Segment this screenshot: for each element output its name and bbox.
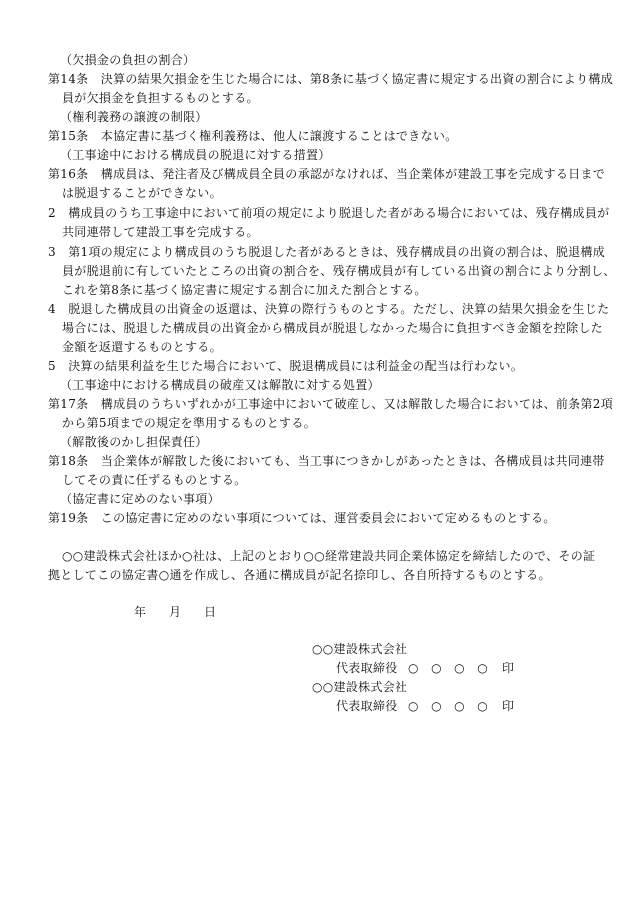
article-15-text: 第15条 本協定書に基づく権利義務は、他人に譲渡することはできない。 bbox=[48, 129, 458, 143]
article-16-para-5: 5 決算の結果利益を生じた場合において、脱退構成員には利益金の配当は行わない。 bbox=[48, 359, 524, 373]
signatory-2-title: 代表取締役 bbox=[336, 699, 398, 713]
closing-statement: ○○建設株式会社ほか○社は、上記のとおり○○経常建設共同企業体協定を締結したので、その証 bbox=[62, 549, 596, 563]
article-17-heading: （工事途中における構成員の破産又は解散に対する処置） bbox=[60, 378, 380, 392]
article-19-heading: （協定書に定めのない事項） bbox=[60, 492, 220, 506]
signatory-2-company: ○○建設株式会社 bbox=[312, 680, 408, 694]
article-16-para-2-cont: 共同連帯して建設工事を完成する。 bbox=[62, 225, 259, 239]
article-17-text-cont: から第5項までの規定を準用するものとする。 bbox=[62, 416, 316, 430]
article-16-para-4-cont: 場合には、脱退した構成員の出資金から構成員が脱退しなかった場合に負担すべき金額を控除した bbox=[62, 321, 603, 335]
signatory-1-company: ○○建設株式会社 bbox=[312, 642, 408, 656]
article-14-text: 第14条 決算の結果欠損金を生じた場合には、第8条に基づく協定書に規定する出資の割合により構成 bbox=[48, 72, 614, 86]
signatory-1-seal: 印 bbox=[502, 661, 515, 675]
article-16-para-2: 2 構成員のうち工事途中において前項の規定により脱退した者がある場合においては、残存構成員が bbox=[48, 206, 610, 220]
article-15-heading: （権利義務の譲渡の制限） bbox=[60, 110, 208, 124]
signatory-2-name: ○ ○ ○ ○ bbox=[408, 699, 488, 713]
date-month: 月 bbox=[169, 605, 182, 619]
closing-statement-cont: 拠としてこの協定書○通を作成し、各通に構成員が記名捺印し、各自所持するものとする。 bbox=[48, 568, 551, 582]
article-16-para-4: 4 脱退した構成員の出資金の返還は、決算の際行うものとする。ただし、決算の結果欠損金を生じた bbox=[48, 302, 610, 316]
article-18-text-cont: してその責に任ずるものとする。 bbox=[62, 473, 247, 487]
article-16-text-cont: は脱退することができない。 bbox=[62, 186, 222, 200]
article-17-text: 第17条 構成員のうちいずれかが工事途中において破産し、又は解散した場合においては、前条第2項 bbox=[48, 397, 614, 411]
article-16-para-3: 3 第1項の規定により構成員のうち脱退した者があるときは、残存構成員の出資の割合は、脱退構成 bbox=[48, 245, 606, 259]
article-14-heading: （欠損金の負担の割合） bbox=[60, 53, 196, 67]
article-16-text: 第16条 構成員は、発注者及び構成員全員の承認がなければ、当企業体が建設工事を完成する日まで bbox=[48, 167, 606, 181]
date-day: 日 bbox=[204, 605, 217, 619]
article-19-text: 第19条 この協定書に定めのない事項については、運営委員会において定めるものとする。 bbox=[48, 511, 556, 525]
date-year: 年 bbox=[134, 605, 147, 619]
article-16-heading: （工事途中における構成員の脱退に対する措置） bbox=[60, 148, 331, 162]
signatory-1-name: ○ ○ ○ ○ bbox=[408, 661, 488, 675]
article-16-para-3-cont: 員が脱退前に有していたところの出資の割合を、残存構成員が有している出資の割合により分割し、 bbox=[62, 264, 616, 278]
article-18-text: 第18条 当企業体が解散した後においても、当工事につきかしがあったときは、各構成員は共同連帯 bbox=[48, 454, 605, 468]
article-14-text-cont: 員が欠損金を負担するものとする。 bbox=[62, 91, 259, 105]
article-16-para-4-cont2: 金額を返還するものとする。 bbox=[62, 340, 222, 354]
signatory-2-seal: 印 bbox=[502, 699, 515, 713]
article-18-heading: （解散後のかし担保責任） bbox=[60, 435, 208, 449]
signatory-1-title: 代表取締役 bbox=[336, 661, 398, 675]
article-16-para-3-cont2: これを第8条に基づく協定書に規定する割合に加えた割合とする。 bbox=[62, 283, 427, 297]
